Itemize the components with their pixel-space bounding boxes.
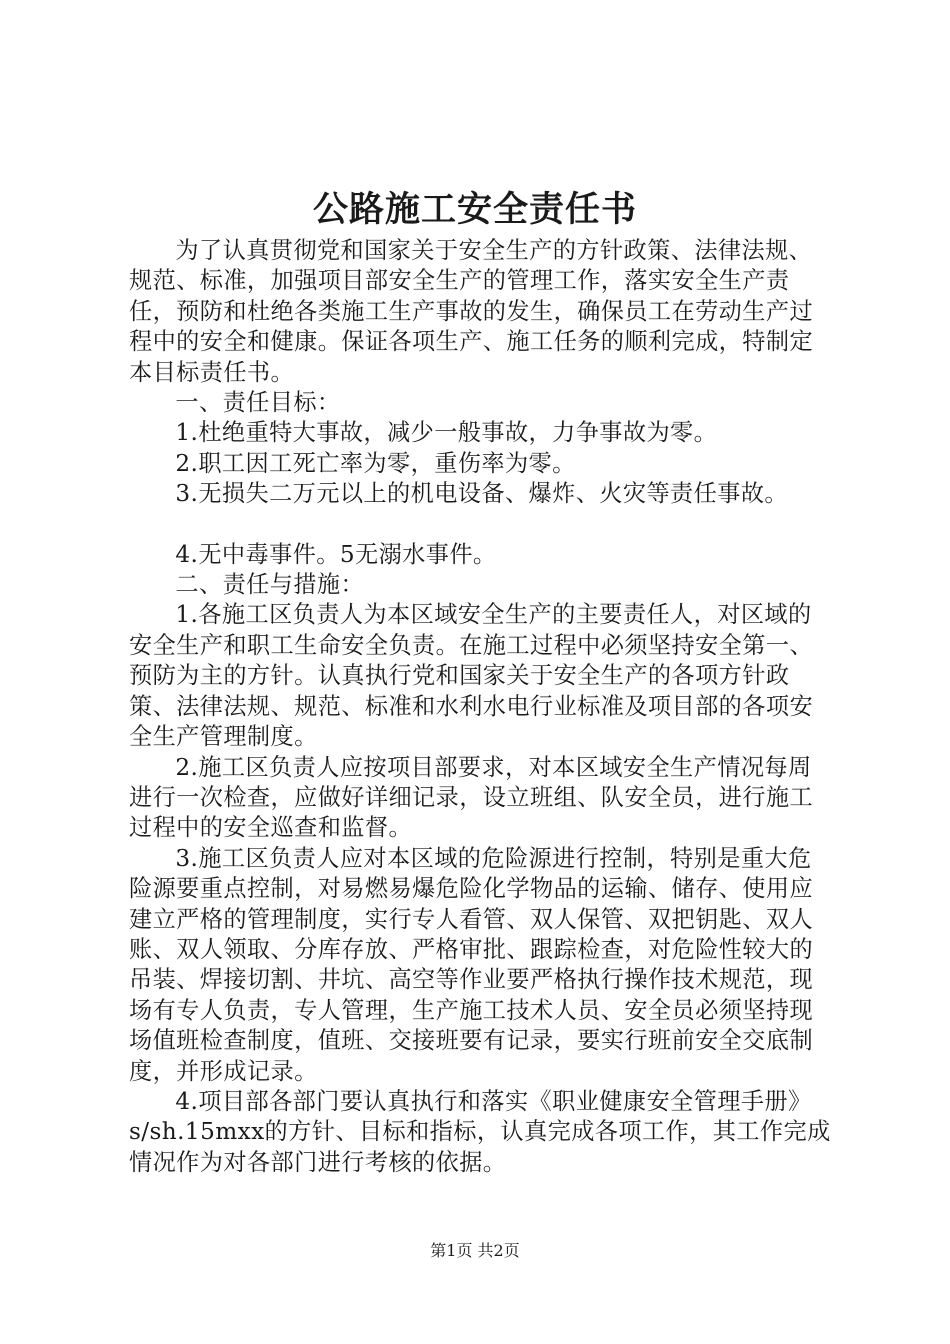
page-indicator: 第1页 共2页 — [430, 1241, 520, 1260]
document-body — [129, 236, 835, 1178]
section-heading-goals: 一、责任目标： — [175, 389, 341, 417]
goal-item-2: 2.职工因工死亡率为零，重伤率为零。 — [175, 449, 576, 477]
measure-item-3: 3.施工区负责人应对本区域的危险源进行控制，特别是重大危险源要重点控制，对易燃易爆危险化学物品的运输、储存、使用应建立严格的管理制度，实行专人看管、双人保管、双把钥匙、双人账、双人领取、分库存放、严格审批、跟踪检查，对危险性较大的吊装、焊接切割、井坑、高空等作业要严格执行操作技术规范，现场有专人负责，专人管理，生产施工技术人员、安全员必须坚持现场值班检查制度，值班、交接班要有记录，要实行班前安全交底制度，并形成记录。 — [129, 844, 814, 1085]
intro-paragraph: 为了认真贯彻党和国家关于安全生产的方针政策、法律法规、规范、标准，加强项目部安全生产的管理工作，落实安全生产责任，预防和杜绝各类施工生产事故的发生，确保员工在劳动生产过程中的安全和健康。保证各项生产、施工任务的顺利完成，特制定本目标责任书。 — [129, 237, 814, 386]
document-title: 公路施工安全责任书 — [312, 189, 637, 230]
section-heading-measures: 二、责任与措施： — [175, 571, 365, 599]
goal-item-4: 4.无中毒事件。5无溺水事件。 — [175, 540, 497, 568]
measure-item-2: 2.施工区负责人应按项目部要求，对本区域安全生产情况每周进行一次检查，应做好详细记录，设立班组、队安全员，进行施工过程中的安全巡查和监督。 — [129, 753, 814, 842]
measure-item-4: 4.项目部各部门要认真执行和落实《职业健康安全管理手册》s/sh.15mxx的方针、目标和指标，认真完成各项工作，其工作完成情况作为对各部门进行考核的依据。 — [129, 1087, 831, 1176]
goal-item-1: 1.杜绝重特大事故，减少一般事故，力争事故为零。 — [175, 419, 718, 447]
goal-item-3: 3.无损失二万元以上的机电设备、爆炸、火灾等责任事故。 — [175, 480, 788, 508]
measure-item-1: 1.各施工区负责人为本区域安全生产的主要责任人，对区域的安全生产和职工生命安全负责。在施工过程中必须坚持安全第一、预防为主的方针。认真执行党和国家关于安全生产的各项方针政策、法律法规、规范、标准和水利水电行业标准及项目部的各项安全生产管理制度。 — [129, 601, 814, 751]
